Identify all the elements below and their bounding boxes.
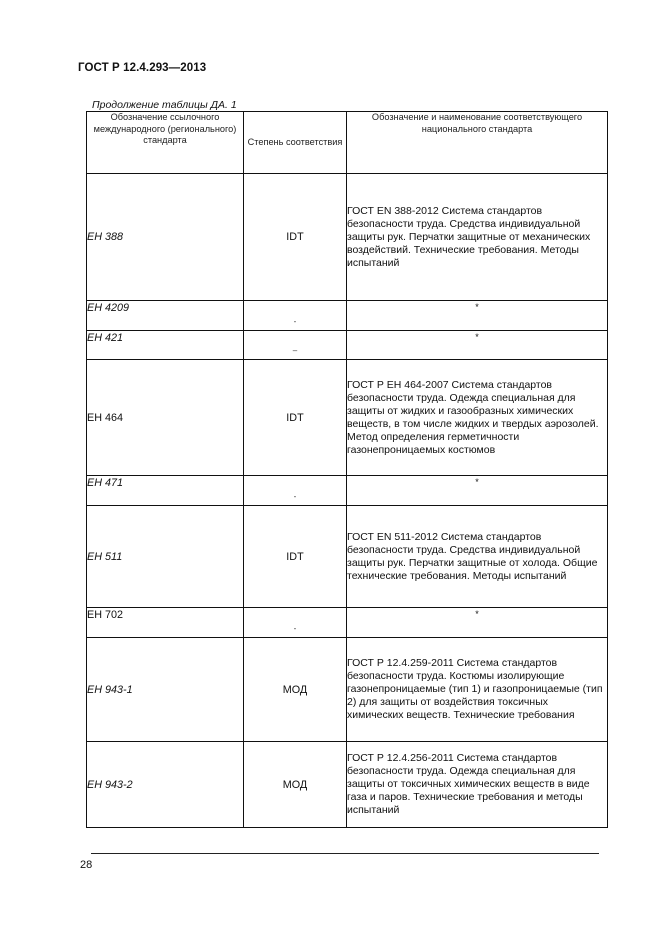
degree-cell: IDT <box>244 360 347 476</box>
table-row <box>87 638 608 742</box>
national-standard-cell: ГОСТ EN 511-2012 Система стандартов безопасности труда. Средства индивидуальной защиты рук. Перчатки защитные от холода. Общие технические требования. Методы испытаний <box>347 506 608 608</box>
column-header-reference-standard: Обозначение ссылочного международного (регионального) стандарта <box>87 112 244 174</box>
footer-divider <box>91 853 599 854</box>
degree-cell: МОД <box>244 638 347 742</box>
table-row <box>87 742 608 828</box>
table-header-row <box>87 112 608 174</box>
column-header-degree: Степень соответствия <box>244 112 347 174</box>
national-standard-cell: * <box>347 476 608 506</box>
national-standard-cell: * <box>347 301 608 331</box>
reference-standard-cell: EH 421 <box>87 331 244 360</box>
table-row <box>87 301 608 331</box>
table-row <box>87 360 608 476</box>
page-number: 28 <box>80 859 93 871</box>
reference-standard-cell: EH 388 <box>87 174 244 301</box>
table-row <box>87 331 608 360</box>
degree-cell: IDT <box>244 506 347 608</box>
table-caption: Продолжение таблицы ДА. 1 <box>92 99 237 111</box>
document-code: ГОСТ Р 12.4.293—2013 <box>78 62 207 74</box>
degree-cell: МОД <box>244 742 347 828</box>
national-standard-cell: ГОСТ Р 12.4.256-2011 Система стандартов безопасности труда. Одежда специальная для защиты от токсичных химических веществ в виде газа и паров. Технические требования и методы испытаний <box>347 742 608 828</box>
reference-standard-cell: EH 511 <box>87 506 244 608</box>
standards-correspondence-table <box>86 111 608 828</box>
degree-cell: - <box>244 608 347 638</box>
degree-cell: - <box>244 301 347 331</box>
table-row <box>87 174 608 301</box>
national-standard-cell: ГОСТ Р 12.4.259-2011 Система стандартов безопасности труда. Костюмы изолирующие газонепроницаемые (тип 1) и газопроницаемые (тип 2) для защиты от воздействия токсичных химических веществ. Технические требования <box>347 638 608 742</box>
reference-standard-cell: EH 943-2 <box>87 742 244 828</box>
table-row <box>87 608 608 638</box>
national-standard-cell: * <box>347 331 608 360</box>
degree-cell: - <box>244 476 347 506</box>
national-standard-cell: ГОСТ Р EH 464-2007 Система стандартов безопасности труда. Одежда специальная для защиты от жидких и газообразных химических веществ, в том числе жидких и твердых аэрозолей. Метод определения герметичности газонепроницаемых костюмов <box>347 360 608 476</box>
national-standard-cell: ГОСТ EN 388-2012 Система стандартов безопасности труда. Средства индивидуальной защиты рук. Перчатки защитные от механических воздействий. Технические требования. Методы испытаний <box>347 174 608 301</box>
table-row <box>87 506 608 608</box>
degree-cell: IDT <box>244 174 347 301</box>
national-standard-cell: * <box>347 608 608 638</box>
reference-standard-cell: EH 702 <box>87 608 244 638</box>
reference-standard-cell: EH 464 <box>87 360 244 476</box>
column-header-national-standard: Обозначение и наименование соответствующего национального стандарта <box>347 112 608 174</box>
reference-standard-cell: EH 943-1 <box>87 638 244 742</box>
reference-standard-cell: EH 4209 <box>87 301 244 331</box>
table-row <box>87 476 608 506</box>
degree-cell: – <box>244 331 347 360</box>
reference-standard-cell: EH 471 <box>87 476 244 506</box>
